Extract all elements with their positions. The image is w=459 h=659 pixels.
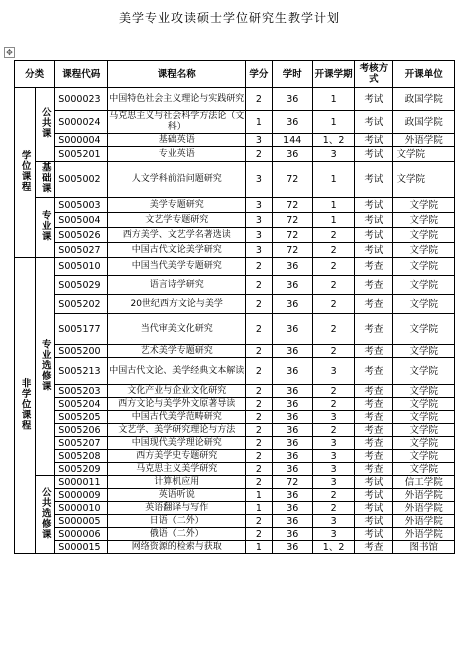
cell-exam: 考试 [355,515,393,528]
cell-dept: 文学院 [393,243,455,258]
header-semester: 开课学期 [312,61,354,88]
cell-name: 语言诗学研究 [108,276,246,295]
cell-semester: 1、2 [312,541,354,554]
cell-exam: 考查 [355,295,393,314]
cell-semester: 3 [312,437,354,450]
cell-exam: 考查 [355,258,393,276]
cell-credit: 2 [246,258,273,276]
group-degree [15,88,36,258]
table-row [15,489,455,502]
group-nondegree [15,258,36,554]
cell-dept: 文学院 [393,276,455,295]
table-row [15,528,455,541]
cell-hours: 36 [272,258,312,276]
table-row [15,276,455,295]
cell-exam: 考试 [355,243,393,258]
cell-code: S005026 [55,228,108,243]
table-move-handle-icon[interactable]: ✥ [4,47,15,58]
cell-code: S005003 [55,198,108,213]
header-name: 课程名称 [108,61,246,88]
cell-exam: 考查 [355,314,393,345]
subgroup-basic [36,162,55,198]
cell-exam: 考试 [355,111,393,134]
cell-semester: 3 [312,476,354,489]
cell-semester: 2 [312,276,354,295]
cell-hours: 72 [272,213,312,228]
cell-dept: 文学院 [393,314,455,345]
cell-dept: 文学院 [393,463,455,476]
cell-dept: 外语学院 [393,134,455,147]
cell-hours: 72 [272,228,312,243]
cell-hours: 36 [272,111,312,134]
cell-code: S000015 [55,541,108,554]
cell-dept: 信工学院 [393,476,455,489]
cell-dept: 外语学院 [393,502,455,515]
cell-hours: 72 [272,243,312,258]
table-row [15,398,455,411]
cell-semester: 2 [312,228,354,243]
cell-credit: 1 [246,541,273,554]
cell-name: 马克思主义与社会科学方法论（文科） [109,111,245,132]
cell-code: S000006 [55,528,108,541]
subgroup-label: 基础课 [39,162,51,194]
subgroup-label: 专业课 [39,210,51,242]
cell-name: 文艺学专题研究 [108,213,246,228]
table-row [15,111,455,134]
cell-hours: 36 [272,295,312,314]
cell-hours: 36 [272,541,312,554]
cell-code: S000009 [55,489,108,502]
cell-credit: 3 [246,198,273,213]
cell-hours: 36 [272,411,312,424]
table-row [15,385,455,398]
cell-code: S005208 [55,450,108,463]
cell-semester: 1 [312,198,354,213]
group-label: 非学位课程 [19,377,31,431]
cell-hours: 72 [272,476,312,489]
cell-credit: 2 [246,450,273,463]
cell-dept: 文学院 [393,398,455,411]
table-row [15,88,455,111]
cell-hours: 36 [272,502,312,515]
cell-semester: 1 [312,162,354,198]
cell-credit: 2 [246,424,273,437]
table-row [15,411,455,424]
subgroup-public-elective [36,476,55,554]
cell-code: S005177 [55,314,108,345]
cell-code: S005002 [55,162,108,198]
cell-hours: 72 [272,198,312,213]
cell-code: S005204 [55,398,108,411]
cell-name: 专业英语 [108,147,246,162]
cell-name: 文化产业与企业文化研究 [108,385,246,398]
subgroup-label: 专业选修课 [39,338,51,392]
cell-name: 中国现代美学理论研究 [108,437,246,450]
table-row [15,258,455,276]
cell-hours: 36 [272,463,312,476]
cell-credit: 2 [246,88,273,111]
cell-exam: 考查 [355,385,393,398]
cell-credit: 1 [246,502,273,515]
cell-dept: 图书馆 [393,541,455,554]
cell-exam: 考查 [355,463,393,476]
cell-semester: 1 [312,88,354,111]
cell-name: 中国古代文论、美学经典文本解读 [108,358,246,385]
header-credit: 学分 [246,61,273,88]
cell-semester: 3 [312,528,354,541]
cell-credit: 1 [246,111,273,134]
cell-exam: 考试 [355,489,393,502]
table-row [15,134,455,147]
table-row [15,424,455,437]
cell-exam: 考查 [355,424,393,437]
subgroup-label: 公共选修课 [39,486,51,540]
cell-code: S005209 [55,463,108,476]
cell-name: 英语听说 [108,489,246,502]
table-row [15,476,455,489]
cell-exam: 考试 [355,162,393,198]
cell-dept: 政国学院 [393,88,455,111]
cell-exam: 考查 [355,541,393,554]
cell-exam: 考试 [355,502,393,515]
subgroup-public [36,88,55,162]
cell-credit: 1 [246,489,273,502]
cell-dept: 文学院 [393,411,455,424]
subgroup-label: 公共课 [39,107,51,139]
cell-hours: 36 [272,314,312,345]
cell-semester: 2 [312,258,354,276]
cell-hours: 36 [272,398,312,411]
cell-dept: 文学院 [393,228,455,243]
cell-hours: 36 [272,424,312,437]
cell-name: 艺术美学专题研究 [108,345,246,358]
cell-hours: 36 [272,528,312,541]
cell-name: 马克思主义美学研究 [108,463,246,476]
cell-dept: 文学院 [393,358,455,385]
cell-code: S005201 [55,147,108,162]
cell-exam: 考查 [355,358,393,385]
cell-code: S000004 [55,134,108,147]
cell-dept: 文学院 [393,213,455,228]
cell-dept: 文学院 [393,437,455,450]
cell-code: S005206 [55,424,108,437]
table-row [15,314,455,345]
cell-name: 当代审美文化研究 [108,314,246,345]
table-row [15,345,455,358]
cell-semester: 2 [312,345,354,358]
cell-semester: 3 [312,147,354,162]
header-hours: 学时 [272,61,312,88]
cell-code: S000024 [55,111,108,134]
cell-dept: 文学院 [393,162,455,198]
header-category: 分类 [15,61,55,88]
cell-hours: 72 [272,162,312,198]
table-row [15,162,455,198]
cell-credit: 3 [246,243,273,258]
subgroup-major [36,198,55,258]
cell-credit: 2 [246,411,273,424]
cell-name: 西方文论与美学外文原著导读 [108,398,246,411]
cell-code: S005027 [55,243,108,258]
cell-dept: 文学院 [393,345,455,358]
cell-semester: 2 [312,295,354,314]
cell-hours: 144 [272,134,312,147]
cell-credit: 2 [246,314,273,345]
table-row [15,295,455,314]
table-row [15,502,455,515]
cell-name: 俄语（二外） [108,528,246,541]
cell-credit: 2 [246,358,273,385]
cell-name: 计算机应用 [108,476,246,489]
cell-dept: 文学院 [393,295,455,314]
cell-dept: 政国学院 [393,111,455,134]
cell-code: S005202 [55,295,108,314]
cell-credit: 2 [246,295,273,314]
cell-semester: 3 [312,450,354,463]
cell-name: 日语（二外） [108,515,246,528]
table-row [15,541,455,554]
cell-code: S005207 [55,437,108,450]
cell-name: 中国特色社会主义理论与实践研究 [108,88,246,111]
cell-hours: 36 [272,345,312,358]
cell-code: S005004 [55,213,108,228]
cell-semester: 1、2 [312,134,354,147]
cell-name: 网络资源的检索与获取 [108,541,246,554]
cell-semester: 3 [312,463,354,476]
cell-exam: 考查 [355,398,393,411]
cell-code: S005205 [55,411,108,424]
cell-exam: 考查 [355,450,393,463]
table-row [15,147,455,162]
table-row [15,198,455,213]
cell-exam: 考查 [355,345,393,358]
cell-semester: 2 [312,398,354,411]
table-row [15,463,455,476]
header-exam: 考核方式 [355,61,393,88]
cell-semester: 2 [312,424,354,437]
cell-name: 20世纪西方文论与美学 [108,295,246,314]
cell-code: S000011 [55,476,108,489]
cell-dept: 文学院 [393,147,455,162]
cell-exam: 考试 [355,476,393,489]
table-row [15,437,455,450]
cell-credit: 2 [246,476,273,489]
cell-semester: 2 [312,502,354,515]
header-code: 课程代码 [55,61,108,88]
table-row [15,358,455,385]
cell-credit: 2 [246,463,273,476]
cell-dept: 外语学院 [393,528,455,541]
cell-exam: 考查 [355,437,393,450]
table-row [15,450,455,463]
cell-exam: 考试 [355,528,393,541]
cell-code: S005213 [55,358,108,385]
cell-credit: 2 [246,276,273,295]
cell-code: S005200 [55,345,108,358]
cell-hours: 36 [272,515,312,528]
cell-name: 美学专题研究 [108,198,246,213]
cell-credit: 2 [246,528,273,541]
cell-dept: 外语学院 [393,515,455,528]
cell-exam: 考试 [355,198,393,213]
cell-semester: 2 [312,385,354,398]
cell-code: S005029 [55,276,108,295]
cell-name: 中国古代美学范畴研究 [108,411,246,424]
cell-exam: 考试 [355,134,393,147]
cell-hours: 36 [272,276,312,295]
subgroup-major-elective [36,258,55,476]
cell-exam: 考试 [355,228,393,243]
cell-hours: 36 [272,437,312,450]
cell-semester: 2 [312,489,354,502]
cell-semester: 3 [312,358,354,385]
cell-name: 英语翻译与写作 [108,502,246,515]
cell-semester: 2 [312,314,354,345]
cell-exam: 考试 [355,147,393,162]
cell-name: 文艺学、美学研究理论与方法 [108,424,246,437]
cell-code: S000005 [55,515,108,528]
cell-name: 中国古代文论美学研究 [108,243,246,258]
cell-credit: 3 [246,228,273,243]
cell-name: 基础英语 [108,134,246,147]
cell-credit: 2 [246,385,273,398]
cell-code: S005010 [55,258,108,276]
table-row [15,515,455,528]
cell-dept: 文学院 [393,385,455,398]
cell-dept: 文学院 [393,450,455,463]
cell-name: 中国当代美学专题研究 [108,258,246,276]
cell-credit: 2 [246,437,273,450]
cell-credit: 2 [246,147,273,162]
table-row [15,213,455,228]
cell-exam: 考查 [355,411,393,424]
cell-hours: 36 [272,88,312,111]
cell-credit: 3 [246,162,273,198]
cell-exam: 考查 [355,276,393,295]
cell-hours: 36 [272,385,312,398]
cell-dept: 文学院 [393,258,455,276]
cell-credit: 3 [246,134,273,147]
cell-exam: 考试 [355,88,393,111]
cell-hours: 36 [272,358,312,385]
cell-hours: 36 [272,450,312,463]
cell-semester: 2 [312,243,354,258]
page-title: 美学专业攻读硕士学位研究生教学计划 [118,11,340,25]
cell-dept: 文学院 [393,424,455,437]
course-table [14,60,455,554]
cell-exam: 考试 [355,213,393,228]
cell-credit: 3 [246,213,273,228]
cell-name: 西方美学、文艺学名著选读 [108,228,246,243]
cell-code: S000023 [55,88,108,111]
cell-credit: 2 [246,398,273,411]
cell-hours: 36 [272,489,312,502]
table-row [15,243,455,258]
cell-semester: 3 [312,515,354,528]
header-dept: 开课单位 [393,61,455,88]
cell-credit: 2 [246,345,273,358]
table-header-row [15,61,455,88]
cell-code: S005203 [55,385,108,398]
cell-semester: 1 [312,213,354,228]
cell-name: 西方美学史专题研究 [108,450,246,463]
cell-semester: 1 [312,111,354,134]
cell-semester: 3 [312,411,354,424]
cell-dept: 文学院 [393,198,455,213]
cell-code: S000010 [55,502,108,515]
cell-dept: 外语学院 [393,489,455,502]
group-label: 学位课程 [19,150,31,192]
cell-name: 人文学科前沿问题研究 [108,162,246,198]
cell-credit: 2 [246,515,273,528]
cell-hours: 36 [272,147,312,162]
table-row [15,228,455,243]
